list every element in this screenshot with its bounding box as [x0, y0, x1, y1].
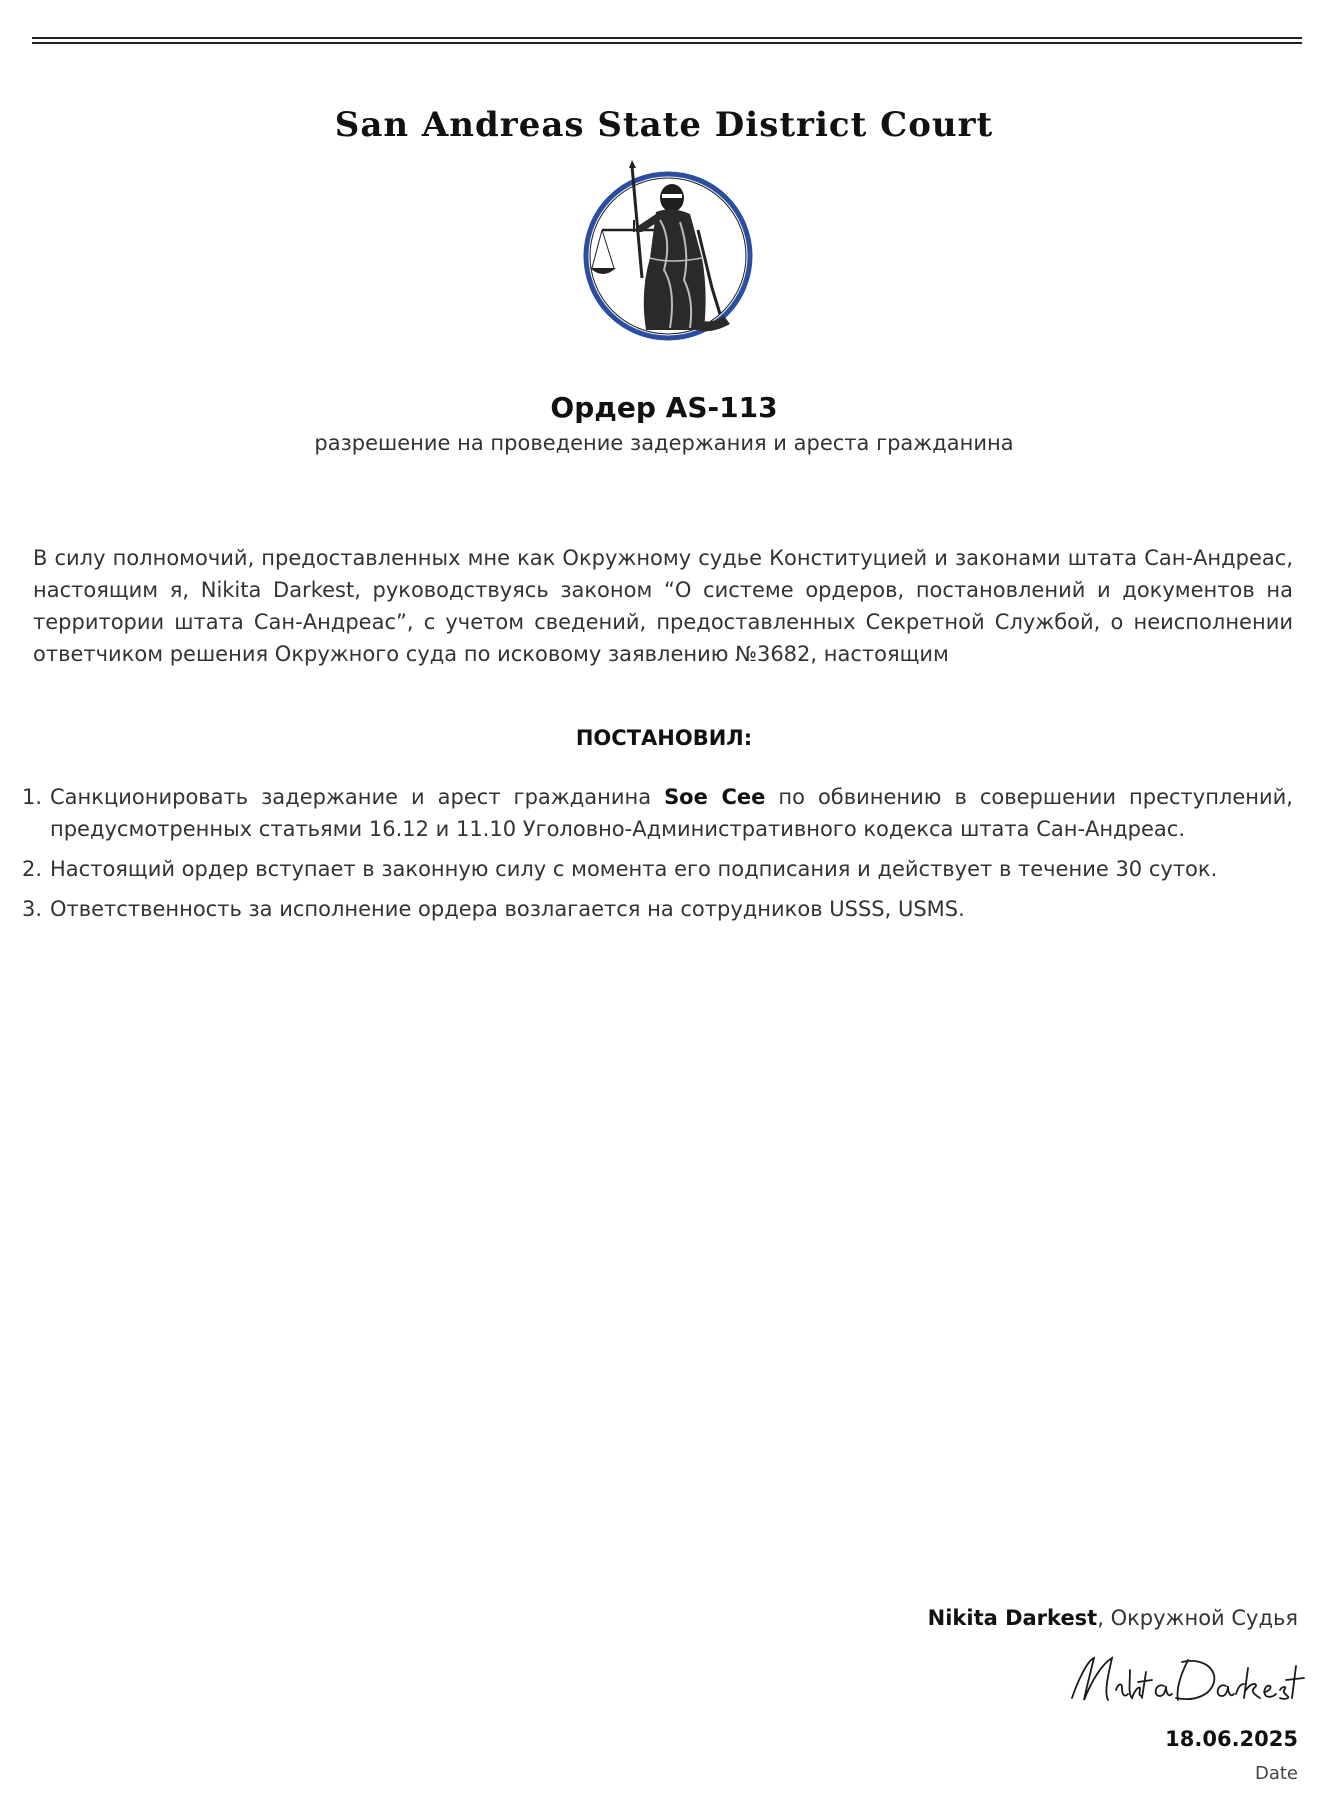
date-label: Date: [1254, 1763, 1298, 1784]
signature-date: 18.06.2025: [1165, 1727, 1298, 1751]
court-name: San Andreas State District Court: [334, 105, 994, 145]
top-rule: [32, 37, 1302, 39]
decision-points-list: [22, 781, 1293, 933]
point-number: 2.: [22, 857, 43, 881]
decision-point: [22, 853, 1293, 885]
point-text: Ответственность за исполнение ордера возлагается на сотрудников USSS, USMS.: [50, 897, 965, 921]
defendant-name: Soe Cee: [664, 785, 766, 809]
top-rule-inner: [32, 42, 1302, 44]
preamble-paragraph: В силу полномочий, предоставленных мне как Окружному судье Конституцией и законами штата Сан-Андреас, настоящим я, Nikita Darkest, руководствуясь законом “О системе ордеров, постановлений и документов на территории штата Сан-Андреас”, с учетом сведений, предоставленных Секретной Службой, о неисполнении ответчиком решения Окружного суда по исковому заявлению №3682, настоящим: [33, 546, 1293, 666]
handwritten-signature: [1068, 1650, 1308, 1710]
order-subtitle: разрешение на проведение задержания и ареста гражданина: [314, 431, 1014, 455]
point-text: Санкционировать задержание и арест гражданина: [50, 785, 665, 809]
point-number: 1.: [22, 785, 43, 809]
decision-heading: ПОСТАНОВИЛ:: [575, 726, 753, 750]
point-text: Настоящий ордер вступает в законную силу с момента его подписания и действует в течение 30 суток.: [50, 857, 1218, 881]
judge-title: , Окружной Судья: [1097, 1606, 1298, 1630]
decision-point: [22, 781, 1293, 845]
judge-signature-line: [928, 1606, 1298, 1630]
point-number: 3.: [22, 897, 43, 921]
judge-name: Nikita Darkest: [927, 1606, 1098, 1630]
order-title: Ордер AS-113: [550, 391, 778, 424]
point-text-continued: по обвинению в совершении преступлений, предусмотренных статьями 16.12 и 11.10 Уголовно-Административного кодекса штата Сан-Андреас.: [50, 785, 1293, 841]
lady-justice-seal-icon: [580, 160, 756, 342]
decision-point: [22, 893, 1293, 925]
